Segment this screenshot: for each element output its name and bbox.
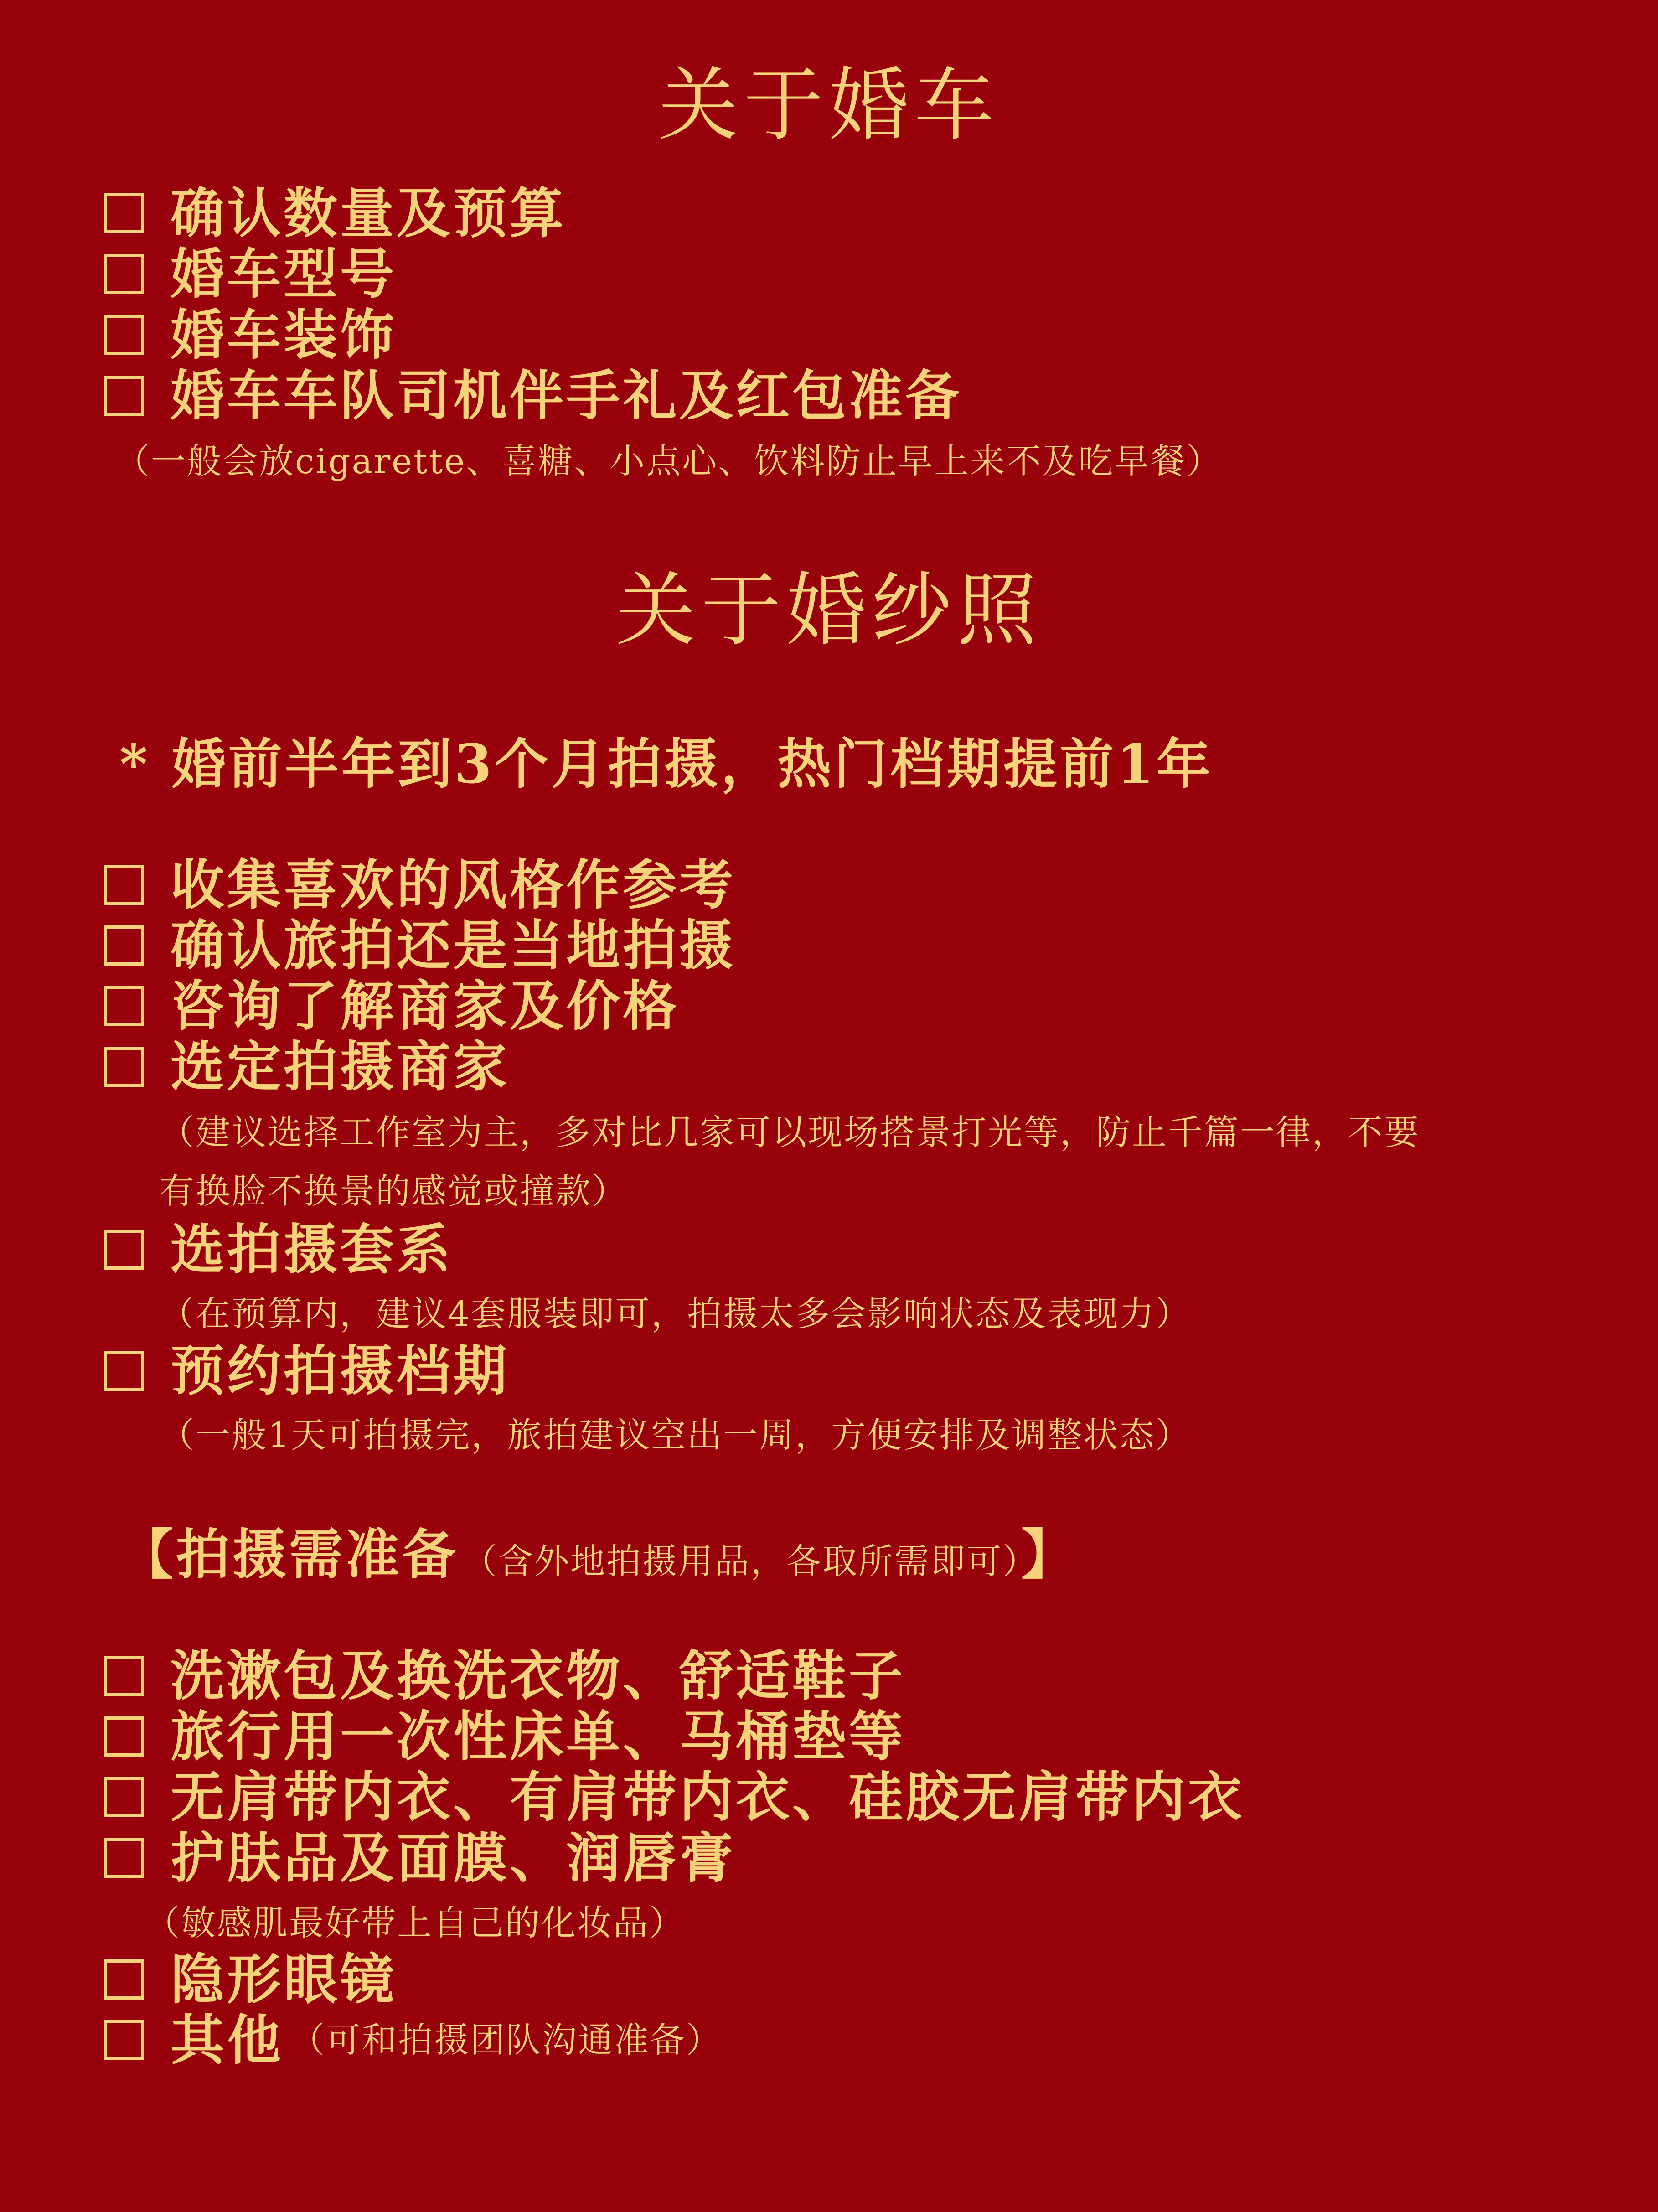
item-label: 婚车车队司机伴手礼及红包准备 (170, 364, 962, 427)
other-note: （可和拍摄团队沟通准备） (290, 2020, 723, 2060)
checklist-item[interactable] (104, 1766, 1245, 1828)
item-label: 婚车装饰 (170, 303, 397, 367)
checklist-item[interactable] (104, 915, 736, 976)
item-label: 收集喜欢的风格作参考 (170, 853, 736, 916)
prep-label: 拍摄需准备 (176, 1523, 459, 1586)
checkbox-icon[interactable] (104, 193, 144, 233)
timing-tip: * 婚前半年到3个月拍摄，热门档期提前1年 (119, 732, 1213, 796)
merchant-note-line1: （建议选择工作室为主，多对比几家可以现场搭景打光等，防止千篇一律，不要 (160, 1112, 1420, 1153)
checklist-item[interactable] (104, 1827, 736, 1889)
open-bracket: 【 (119, 1523, 176, 1586)
section-title-car: 关于婚车 (658, 59, 1000, 152)
checklist-item[interactable] (104, 182, 566, 244)
item-label: 确认数量及预算 (170, 181, 567, 245)
checkbox-icon[interactable] (104, 1777, 144, 1817)
schedule-note: （一般1天可拍摄完，旅拍建议空出一周，方便安排及调整状态） (160, 1415, 1192, 1455)
checklist-item[interactable] (104, 1645, 905, 1706)
checkbox-icon[interactable] (104, 315, 144, 355)
checkbox-icon[interactable] (104, 376, 144, 416)
checkbox-icon[interactable] (104, 865, 144, 905)
prep-sub: （含外地拍摄用品，各取所需即可） (462, 1541, 1022, 1581)
item-label: 护肤品及面膜、润唇膏 (170, 1826, 736, 1890)
checkbox-icon[interactable] (104, 1230, 144, 1270)
item-label: 确认旅拍还是当地拍摄 (170, 914, 736, 977)
skincare-note: （敏感肌最好带上自己的化妆品） (145, 1902, 685, 1943)
checklist-item[interactable] (104, 304, 397, 366)
prep-heading (119, 1524, 1078, 1592)
checklist-item[interactable] (104, 243, 397, 305)
checkbox-icon[interactable] (104, 1838, 144, 1878)
checklist-item[interactable] (104, 1036, 510, 1097)
checkbox-icon[interactable] (104, 925, 144, 966)
checklist-item[interactable] (104, 1706, 905, 1767)
package-note: （在预算内，建议4套服装即可，拍摄太多会影响状态及表现力） (160, 1293, 1192, 1334)
item-label: 婚车型号 (170, 242, 397, 305)
item-label: 无肩带内衣、有肩带内衣、硅胶无肩带内衣 (170, 1765, 1245, 1829)
item-label: 预约拍摄档期 (170, 1339, 510, 1402)
merchant-note-line2: 有换脸不换景的感觉或撞款） (160, 1171, 628, 1211)
item-label: 选定拍摄商家 (170, 1035, 510, 1098)
item-label: 洗漱包及换洗衣物、舒适鞋子 (170, 1644, 906, 1707)
checklist-item[interactable] (104, 365, 962, 426)
checkbox-icon[interactable] (104, 1716, 144, 1757)
checkbox-icon[interactable] (104, 1959, 144, 2000)
checklist-item[interactable] (104, 1948, 397, 2010)
checklist-item[interactable] (104, 1219, 453, 1280)
item-label: 其他 (170, 2008, 284, 2072)
checklist-item[interactable] (104, 975, 679, 1037)
checkbox-icon[interactable] (104, 986, 144, 1026)
item-label: 旅行用一次性床单、马桶垫等 (170, 1705, 906, 1768)
item-label: 咨询了解商家及价格 (170, 974, 680, 1038)
car-note: （一般会放cigarette、喜糖、小点心、饮料防止早上来不及吃早餐） (115, 441, 1223, 481)
checklist-item[interactable] (104, 854, 736, 915)
checklist-item[interactable] (104, 1340, 510, 1401)
close-bracket: 】 (1021, 1523, 1078, 1586)
checkbox-icon[interactable] (104, 1351, 144, 1391)
item-label: 选拍摄套系 (170, 1218, 454, 1281)
checklist-item[interactable] (104, 2009, 722, 2071)
checkbox-icon[interactable] (104, 254, 144, 294)
item-label: 隐形眼镜 (170, 1948, 397, 2011)
checkbox-icon[interactable] (104, 1047, 144, 1087)
section-title-photo: 关于婚纱照 (616, 564, 1042, 657)
checkbox-icon[interactable] (104, 1656, 144, 1696)
checkbox-icon[interactable] (104, 2020, 144, 2060)
